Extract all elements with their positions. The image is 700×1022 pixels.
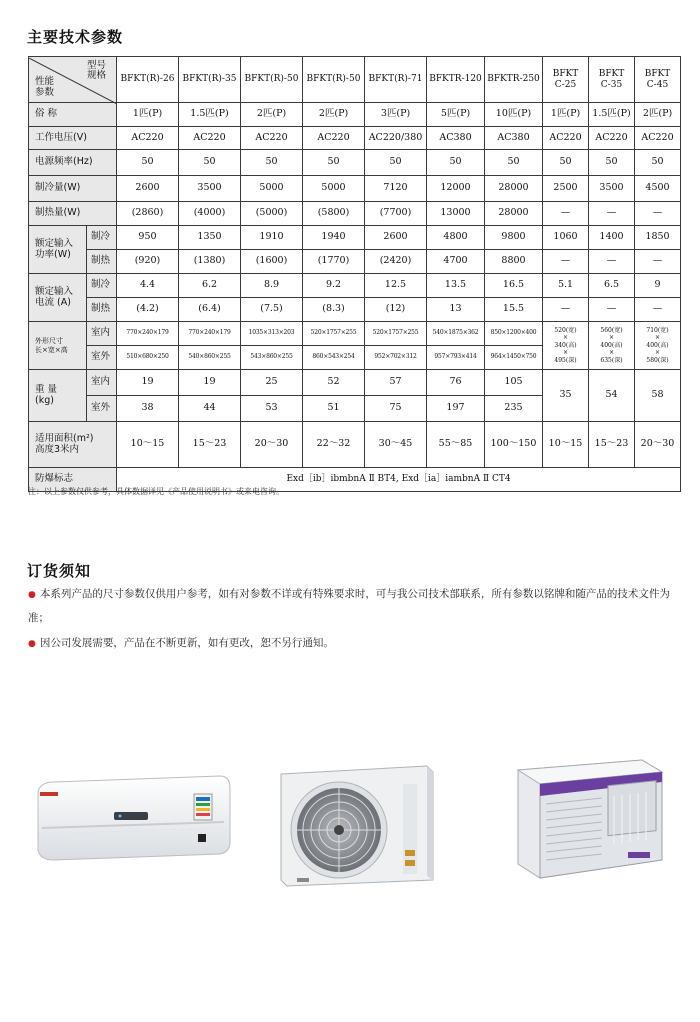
table-cell: 50 (303, 150, 365, 176)
table-cell: — (635, 250, 681, 274)
table-cell: (1380) (179, 250, 241, 274)
table-cell: 850×1200×400 (485, 322, 543, 346)
sub-label: 制冷 (87, 274, 117, 298)
table-cell: 50 (543, 150, 589, 176)
table-cell: (7700) (365, 202, 427, 226)
table-cell: 770×240×179 (117, 322, 179, 346)
table-cell: 35 (543, 370, 589, 422)
header-row (29, 57, 681, 103)
bullet-dot-icon: ● (28, 639, 36, 649)
table-cell: 770×240×179 (179, 322, 241, 346)
table-cell: 10匹(P) (485, 103, 543, 127)
table-cell: 5.1 (543, 274, 589, 298)
table-cell: 950 (117, 226, 179, 250)
wall-mounted-ac-image (34, 772, 234, 864)
table-cell: 8800 (485, 250, 543, 274)
table-cell: 100～150 (485, 422, 543, 468)
sub-label: 室内 (87, 322, 117, 346)
table-cell: — (543, 250, 589, 274)
sub-label: 室内 (87, 370, 117, 396)
table-cell: 50 (589, 150, 635, 176)
table-cell: 1.5匹(P) (589, 103, 635, 127)
order-notice-item: ● 因公司发展需要，产品在不断更新，如有更改，恕不另行通知。 (28, 637, 334, 649)
table-cell: 38 (117, 396, 179, 422)
table-cell: 10～15 (543, 422, 589, 468)
table-cell: 13000 (427, 202, 485, 226)
table-cell: 520×1757×255 (365, 322, 427, 346)
model-header: BFKT(R)-50 (241, 57, 303, 103)
table-cell: 30～45 (365, 422, 427, 468)
table-cell: 9 (635, 274, 681, 298)
table-cell: 1910 (241, 226, 303, 250)
table-cell: 12000 (427, 176, 485, 202)
row-label: 防爆标志 (29, 468, 117, 492)
table-cell: 520×1757×255 (303, 322, 365, 346)
outdoor-unit-image (277, 764, 437, 888)
table-cell: AC220 (117, 127, 179, 150)
table-cell: 1060 (543, 226, 589, 250)
order-notice-item: ● 本系列产品的尺寸参数仅供用户参考，如有对参数不详或有特殊要求时，可与我公司技术部联系，所有参数以铭牌和随产品的技术文件为准； (28, 588, 670, 624)
table-cell: 964×1450×750 (485, 346, 543, 370)
table-cell: 540×1875×362 (427, 322, 485, 346)
table-cell: 44 (179, 396, 241, 422)
model-header: BFKT(R)-35 (179, 57, 241, 103)
table-cell: 2匹(P) (635, 103, 681, 127)
table-cell: 2匹(P) (303, 103, 365, 127)
table-cell: 3匹(P) (365, 103, 427, 127)
table-cell: 28000 (485, 202, 543, 226)
model-header: BFKTR-120 (427, 57, 485, 103)
table-cell: 15～23 (179, 422, 241, 468)
sub-label: 室外 (87, 346, 117, 370)
table-cell: 5000 (241, 176, 303, 202)
table-cell: 50 (635, 150, 681, 176)
table-cell: AC220 (635, 127, 681, 150)
table-cell: 5000 (303, 176, 365, 202)
table-cell: 540×860×255 (179, 346, 241, 370)
table-cell: 1035×313×203 (241, 322, 303, 346)
table-cell: (8.3) (303, 298, 365, 322)
frequency-row (29, 150, 681, 176)
table-cell: 860×543×254 (303, 346, 365, 370)
table-cell: 5匹(P) (427, 103, 485, 127)
row-label: 额定输入 电流 (A) (29, 274, 87, 322)
cooling-row (29, 176, 681, 202)
table-cell: (4000) (179, 202, 241, 226)
row-label: 外形尺寸 长×宽×高 (29, 322, 87, 370)
table-cell: 3500 (179, 176, 241, 202)
table-cell: (6.4) (179, 298, 241, 322)
table-cell: (5800) (303, 202, 365, 226)
table-cell: 50 (485, 150, 543, 176)
table-cell: — (543, 298, 589, 322)
corner-model-label: 型号 规格 (86, 59, 106, 82)
current-heat-row (29, 298, 681, 322)
bullet-dot-icon: ● (28, 590, 36, 600)
table-cell: 19 (117, 370, 179, 396)
table-cell: (1600) (241, 250, 303, 274)
table-cell: 75 (365, 396, 427, 422)
table-cell: 10～15 (117, 422, 179, 468)
table-cell: 560(宽) × 400(高) × 635(深) (589, 322, 635, 370)
row-label: 制冷量(W) (29, 176, 117, 202)
model-header: BFKT(R)-50 (303, 57, 365, 103)
row-label: 工作电压(V) (29, 127, 117, 150)
table-cell: 1940 (303, 226, 365, 250)
table-cell: 53 (241, 396, 303, 422)
table-cell: 50 (179, 150, 241, 176)
table-cell: 19 (179, 370, 241, 396)
table-cell: 22～32 (303, 422, 365, 468)
table-cell: 57 (365, 370, 427, 396)
table-cell: AC220 (241, 127, 303, 150)
area-row (29, 422, 681, 468)
sub-label: 制冷 (87, 226, 117, 250)
table-cell: 55～85 (427, 422, 485, 468)
table-cell: (12) (365, 298, 427, 322)
table-cell: 2500 (543, 176, 589, 202)
sub-label: 制热 (87, 250, 117, 274)
table-cell: 1匹(P) (543, 103, 589, 127)
table-cell: AC380 (485, 127, 543, 150)
dimensions-indoor-row (29, 322, 681, 346)
model-header: BFKT(R)-71 (365, 57, 427, 103)
model-header: BFKT(R)-26 (117, 57, 179, 103)
table-cell: 235 (485, 396, 543, 422)
table-cell: 4800 (427, 226, 485, 250)
table-cell: 6.2 (179, 274, 241, 298)
row-label: 重 量 (kg) (29, 370, 87, 422)
spec-table (28, 56, 681, 492)
table-cell: 4500 (635, 176, 681, 202)
table-cell: 3500 (589, 176, 635, 202)
table-cell: 58 (635, 370, 681, 422)
table-cell: 52 (303, 370, 365, 396)
sub-label: 制热 (87, 298, 117, 322)
table-cell: 4.4 (117, 274, 179, 298)
table-cell: 9800 (485, 226, 543, 250)
table-cell: 28000 (485, 176, 543, 202)
table-cell: AC220 (543, 127, 589, 150)
table-cell: 510×680×250 (117, 346, 179, 370)
table-cell: 1850 (635, 226, 681, 250)
table-cell: AC220 (589, 127, 635, 150)
table-cell: 9.2 (303, 274, 365, 298)
table-cell: AC220/380 (365, 127, 427, 150)
table-cell: (2860) (117, 202, 179, 226)
spec-section-title: 主要技术参数 (27, 28, 124, 46)
model-header: BFKT C-45 (635, 57, 681, 103)
table-cell: — (589, 298, 635, 322)
table-cell: 13 (427, 298, 485, 322)
table-cell: (7.5) (241, 298, 303, 322)
row-label: 额定输入 功率(W) (29, 226, 87, 274)
current-cool-row (29, 274, 681, 298)
table-cell: (1770) (303, 250, 365, 274)
table-cell: 710(宽) × 400(高) × 580(深) (635, 322, 681, 370)
heating-row (29, 202, 681, 226)
voltage-row (29, 127, 681, 150)
table-cell: 2600 (117, 176, 179, 202)
model-header: BFKTR-250 (485, 57, 543, 103)
table-cell: (920) (117, 250, 179, 274)
table-cell: — (635, 202, 681, 226)
table-cell: 25 (241, 370, 303, 396)
table-cell: 957×793×414 (427, 346, 485, 370)
table-cell: 4700 (427, 250, 485, 274)
power-heat-row (29, 250, 681, 274)
model-header: BFKT C-35 (589, 57, 635, 103)
table-cell: 20～30 (241, 422, 303, 468)
table-cell: 105 (485, 370, 543, 396)
table-cell: 15～23 (589, 422, 635, 468)
table-cell: 13.5 (427, 274, 485, 298)
table-cell: 1.5匹(P) (179, 103, 241, 127)
table-cell: 7120 (365, 176, 427, 202)
power-cool-row (29, 226, 681, 250)
table-cell: 50 (117, 150, 179, 176)
table-cell: 2600 (365, 226, 427, 250)
order-section-title: 订货须知 (27, 562, 92, 580)
row-label: 适用面积(m²) 高度3米内 (29, 422, 117, 468)
table-cell: 51 (303, 396, 365, 422)
table-cell: 16.5 (485, 274, 543, 298)
table-cell: AC380 (427, 127, 485, 150)
table-cell: 1350 (179, 226, 241, 250)
table-cell: 20～30 (635, 422, 681, 468)
sub-label: 室外 (87, 396, 117, 422)
explosion-marks: Exd［ib］ibmbnA Ⅱ BT4, Exd［ia］iambnA Ⅱ CT4 (117, 468, 681, 492)
table-cell: 1匹(P) (117, 103, 179, 127)
table-cell: 50 (427, 150, 485, 176)
table-cell: 520(宽) × 340(高) × 495(深) (543, 322, 589, 370)
table-cell: — (543, 202, 589, 226)
table-cell: 8.9 (241, 274, 303, 298)
table-note: 注：以上参数仅供参考，具体数据详见《产品使用说明书》或来电咨询。 (28, 487, 284, 496)
table-cell: 50 (365, 150, 427, 176)
table-cell: (5000) (241, 202, 303, 226)
row-label: 电源频率(Hz) (29, 150, 117, 176)
popular-name-row (29, 103, 681, 127)
weight-indoor-row (29, 370, 681, 396)
table-cell: 543×860×255 (241, 346, 303, 370)
table-cell: — (635, 298, 681, 322)
table-cell: — (589, 250, 635, 274)
corner-param-label: 性能 参数 (35, 75, 55, 98)
table-cell: — (589, 202, 635, 226)
row-label: 制热量(W) (29, 202, 117, 226)
table-cell: (4.2) (117, 298, 179, 322)
model-header: BFKT C-25 (543, 57, 589, 103)
table-cell: 76 (427, 370, 485, 396)
table-cell: AC220 (179, 127, 241, 150)
table-cell: (2420) (365, 250, 427, 274)
table-cell: 1400 (589, 226, 635, 250)
table-cell: 197 (427, 396, 485, 422)
table-cell: 54 (589, 370, 635, 422)
header-corner-cell (29, 57, 117, 103)
table-cell: 952×702×312 (365, 346, 427, 370)
table-cell: 50 (241, 150, 303, 176)
table-cell: AC220 (303, 127, 365, 150)
table-cell: 12.5 (365, 274, 427, 298)
table-cell: 6.5 (589, 274, 635, 298)
table-cell: 2匹(P) (241, 103, 303, 127)
table-cell: 15.5 (485, 298, 543, 322)
row-label: 俗 称 (29, 103, 117, 127)
window-ac-image (510, 756, 670, 888)
